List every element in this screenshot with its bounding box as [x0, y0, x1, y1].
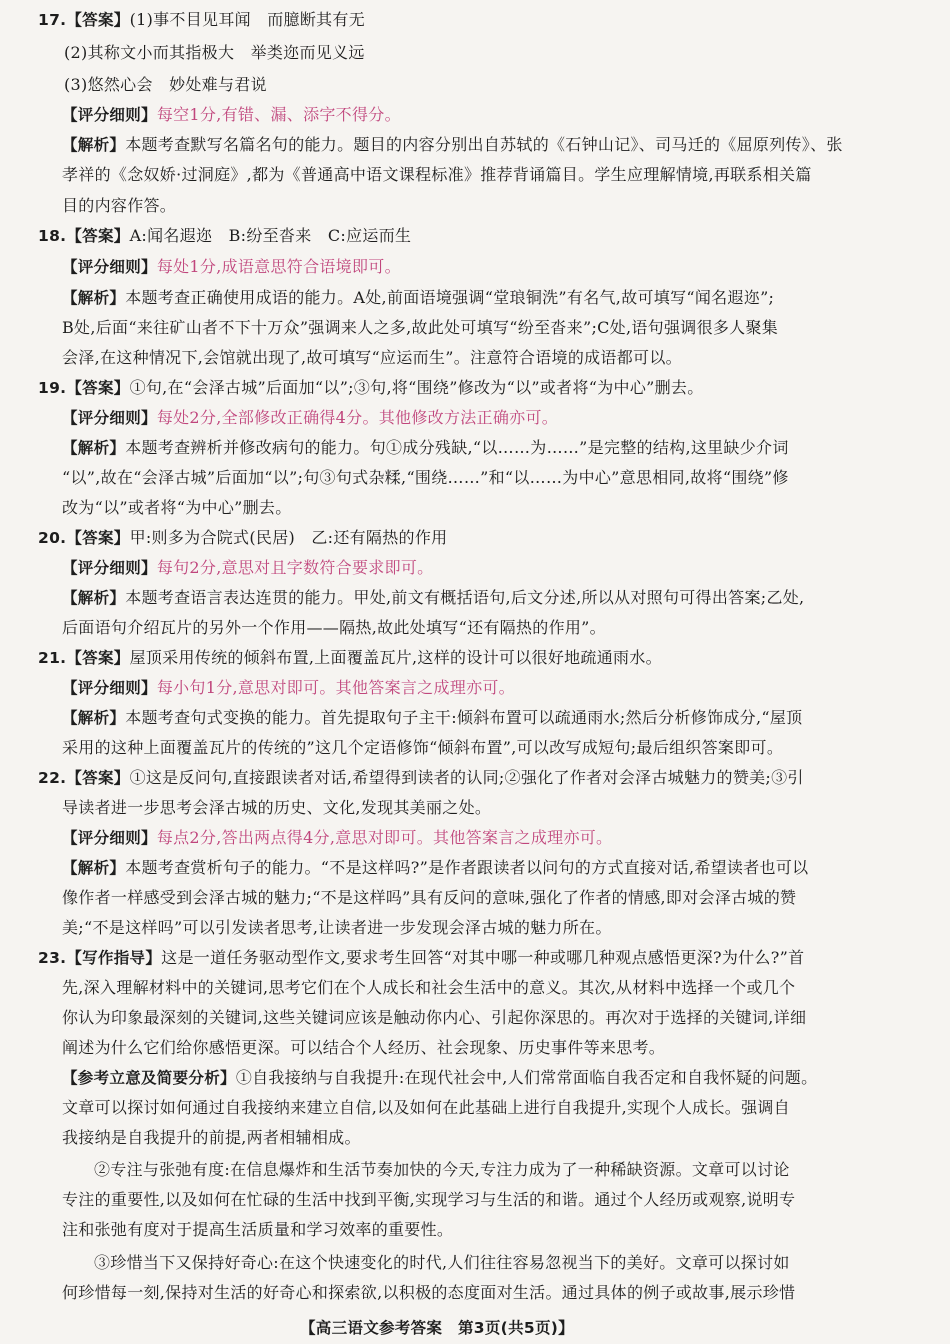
q23-point2-line-2: 专注的重要性,以及如何在忙碌的生活中找到平衡,实现学习与生活的和谐。通过个人经历或观察,说明专 [62, 1190, 796, 1209]
q20-score-rule [62, 558, 433, 578]
answer-label: 【答案】 [66, 379, 130, 397]
question-number: 17. [38, 11, 67, 29]
score-label: 【评分细则】 [62, 106, 157, 124]
analysis-label: 【解析】 [62, 709, 126, 727]
q17-answer-line-2: (2)其称文小而其指极大 举类迩而见义远 [64, 43, 365, 62]
q23-point2-line-1: ②专注与张弛有度:在信息爆炸和生活节奏加快的今天,专注力成为了一种稀缺资源。文章可以讨论 [94, 1160, 790, 1179]
question-number: 18. [38, 227, 67, 245]
q17-answer-line-3: (3)悠然心会 妙处难与君说 [64, 75, 267, 94]
q18-analysis-line-1 [62, 288, 774, 308]
score-text: 每处2分,全部修改正确得4分。其他修改方法正确亦可。 [156, 408, 559, 427]
score-text: 每空1分,有错、漏、添字不得分。 [156, 105, 401, 124]
q19-answer [38, 378, 704, 398]
q23-point3-line-2: 何珍惜每一刻,保持对生活的好奇心和探索欲,以积极的态度面对生活。通过具体的例子或故事,展示珍惜 [62, 1283, 796, 1302]
answer-text: 屋顶采用传统的倾斜布置,上面覆盖瓦片,这样的设计可以很好地疏通雨水。 [129, 648, 662, 667]
q17-score-rule [62, 105, 401, 125]
q17-analysis-line-1 [62, 135, 843, 155]
q23-reference-line-2: 文章可以探讨如何通过自我接纳来建立自信,以及如何在此基础上进行自我提升,实现个人成长。强调自 [62, 1098, 790, 1117]
q19-analysis-line-2: “以”,故在“会泽古城”后面加“以”;句③句式杂糅,“围绕……”和“以……为中心”意思相同,故将“围绕”修 [62, 468, 789, 487]
answer-label: 【答案】 [66, 769, 130, 787]
score-text: 每点2分,答出两点得4分,意思对即可。其他答案言之成理亦可。 [156, 828, 613, 847]
answer-label: 【答案】 [66, 227, 130, 245]
score-text: 每小句1分,意思对即可。其他答案言之成理亦可。 [156, 678, 515, 697]
q23-point3-line-1: ③珍惜当下又保持好奇心:在这个快速变化的时代,人们往往容易忽视当下的美好。文章可以探讨如 [94, 1253, 790, 1272]
answer-label: 【答案】 [66, 649, 130, 667]
q22-score-rule [62, 828, 612, 848]
answer-text: A:闻名遐迩 B:纷至沓来 C:应运而生 [129, 226, 412, 245]
guide-text: 这是一道任务驱动型作文,要求考生回答“对其中哪一种或哪几种观点感悟更深?为什么?”首 [161, 948, 805, 967]
analysis-label: 【解析】 [62, 439, 126, 457]
q21-answer [38, 648, 662, 668]
q20-answer [38, 528, 447, 548]
analysis-text: 本题考查语言表达连贯的能力。甲处,前文有概括语句,后文分述,所以从对照句可得出答案;乙处, [125, 588, 805, 607]
question-number: 20. [38, 529, 67, 547]
q20-analysis-line-2: 后面语句介绍瓦片的另外一个作用——隔热,故此处填写“还有隔热的作用”。 [62, 618, 606, 637]
question-number: 21. [38, 649, 67, 667]
analysis-text: 本题考查赏析句子的能力。“不是这样吗?”是作者跟读者以问句的方式直接对话,希望读者也可以 [125, 858, 809, 877]
score-label: 【评分细则】 [62, 679, 157, 697]
analysis-text: 本题考查句式变换的能力。首先提取句子主干:倾斜布置可以疏通雨水;然后分析修饰成分,“屋顶 [125, 708, 803, 727]
answer-text: ①这是反问句,直接跟读者对话,希望得到读者的认同;②强化了作者对会泽古城魅力的赞美;③引 [129, 768, 804, 787]
analysis-label: 【解析】 [62, 859, 126, 877]
score-label: 【评分细则】 [62, 258, 157, 276]
q18-answer [38, 226, 411, 246]
q22-analysis-line-2: 像作者一样感受到会泽古城的魅力;“不是这样吗”具有反问的意味,强化了作者的情感,即对会泽古城的赞 [62, 888, 797, 907]
reference-text: ①自我接纳与自我提升:在现代社会中,人们常常面临自我否定和自我怀疑的问题。 [235, 1068, 818, 1087]
answer-text: (1)事不目见耳闻 而臆断其有无 [129, 10, 366, 29]
analysis-label: 【解析】 [62, 589, 126, 607]
q22-answer-line-2: 导读者进一步思考会泽古城的历史、文化,发现其美丽之处。 [62, 798, 492, 817]
q22-analysis-line-1 [62, 858, 808, 878]
analysis-text: 本题考查正确使用成语的能力。A处,前面语境强调“堂琅铜洗”有名气,故可填写“闻名遐迩”; [125, 288, 775, 307]
q17-analysis-line-3: 目的内容作答。 [62, 196, 177, 215]
q18-analysis-line-2: B处,后面“来往矿山者不下十万众”强调来人之多,故此处可填写“纷至沓来”;C处,语句强调很多人聚集 [62, 318, 779, 337]
score-label: 【评分细则】 [62, 829, 157, 847]
q21-analysis-line-2: 采用的这种上面覆盖瓦片的传统的”这几个定语修饰“倾斜布置”,可以改写成短句;最后组织答案即可。 [62, 738, 784, 757]
q18-score-rule [62, 257, 401, 277]
score-text: 每句2分,意思对且字数符合要求即可。 [156, 558, 434, 577]
question-number: 22. [38, 769, 67, 787]
q17-answer-line-1 [38, 10, 365, 30]
reference-label: 【参考立意及简要分析】 [62, 1069, 236, 1087]
answer-label: 【答案】 [66, 529, 130, 547]
q23-point2-line-3: 注和张弛有度对于提高生活质量和学习效率的重要性。 [62, 1220, 454, 1239]
q21-score-rule [62, 678, 515, 698]
analysis-text: 本题考查默写名篇名句的能力。题目的内容分别出自苏轼的《石钟山记》、司马迁的《屈原列传》、张 [125, 135, 843, 154]
q22-answer-line-1 [38, 768, 804, 788]
analysis-label: 【解析】 [62, 136, 126, 154]
guide-label: 【写作指导】 [66, 949, 162, 967]
page-footer: 【高三语文参考答案 第3页(共5页)】 [300, 1319, 574, 1337]
q21-analysis-line-1 [62, 708, 802, 728]
q22-analysis-line-3: 美;“不是这样吗”可以引发读者思考,让读者进一步发现会泽古城的魅力所在。 [62, 918, 612, 937]
q20-analysis-line-1 [62, 588, 804, 608]
score-label: 【评分细则】 [62, 409, 157, 427]
q19-analysis-line-1 [62, 438, 789, 458]
q23-guide-line-3: 你认为印象最深刻的关键词,这些关键词应该是触动你内心、引起你深思的。再次对于选择的关键词,详细 [62, 1008, 807, 1027]
q23-reference-line-1 [62, 1068, 817, 1088]
q19-score-rule [62, 408, 558, 428]
answer-text: ①句,在“会泽古城”后面加“以”;③句,将“围绕”修改为“以”或者将“为中心”删去。 [129, 378, 704, 397]
q23-guide-line-4: 阐述为什么它们给你感悟更深。可以结合个人经历、社会现象、历史事件等来思考。 [62, 1038, 666, 1057]
score-text: 每处1分,成语意思符合语境即可。 [156, 257, 401, 276]
q23-guide-line-2: 先,深入理解材料中的关键词,思考它们在个人成长和社会生活中的意义。其次,从材料中选择一个或几个 [62, 978, 796, 997]
answer-label: 【答案】 [66, 11, 130, 29]
question-number: 19. [38, 379, 67, 397]
q19-analysis-line-3: 改为“以”或者将“为中心”删去。 [62, 498, 292, 517]
question-number: 23. [38, 949, 67, 967]
q17-analysis-line-2: 孝祥的《念奴娇·过洞庭》,都为《普通高中语文课程标准》推荐背诵篇目。学生应理解情境,再联系相关篇 [62, 165, 812, 184]
score-label: 【评分细则】 [62, 559, 157, 577]
analysis-label: 【解析】 [62, 289, 126, 307]
answer-text: 甲:则多为合院式(民居) 乙:还有隔热的作用 [129, 528, 448, 547]
q23-reference-line-3: 我接纳是自我提升的前提,两者相辅相成。 [62, 1128, 361, 1147]
analysis-text: 本题考查辨析并修改病句的能力。句①成分残缺,“以……为……”是完整的结构,这里缺少介词 [125, 438, 789, 457]
q23-guide-line-1 [38, 948, 804, 968]
q18-analysis-line-3: 会泽,在这种情况下,会馆就出现了,故可填写“应运而生”。注意符合语境的成语都可以。 [62, 348, 682, 367]
